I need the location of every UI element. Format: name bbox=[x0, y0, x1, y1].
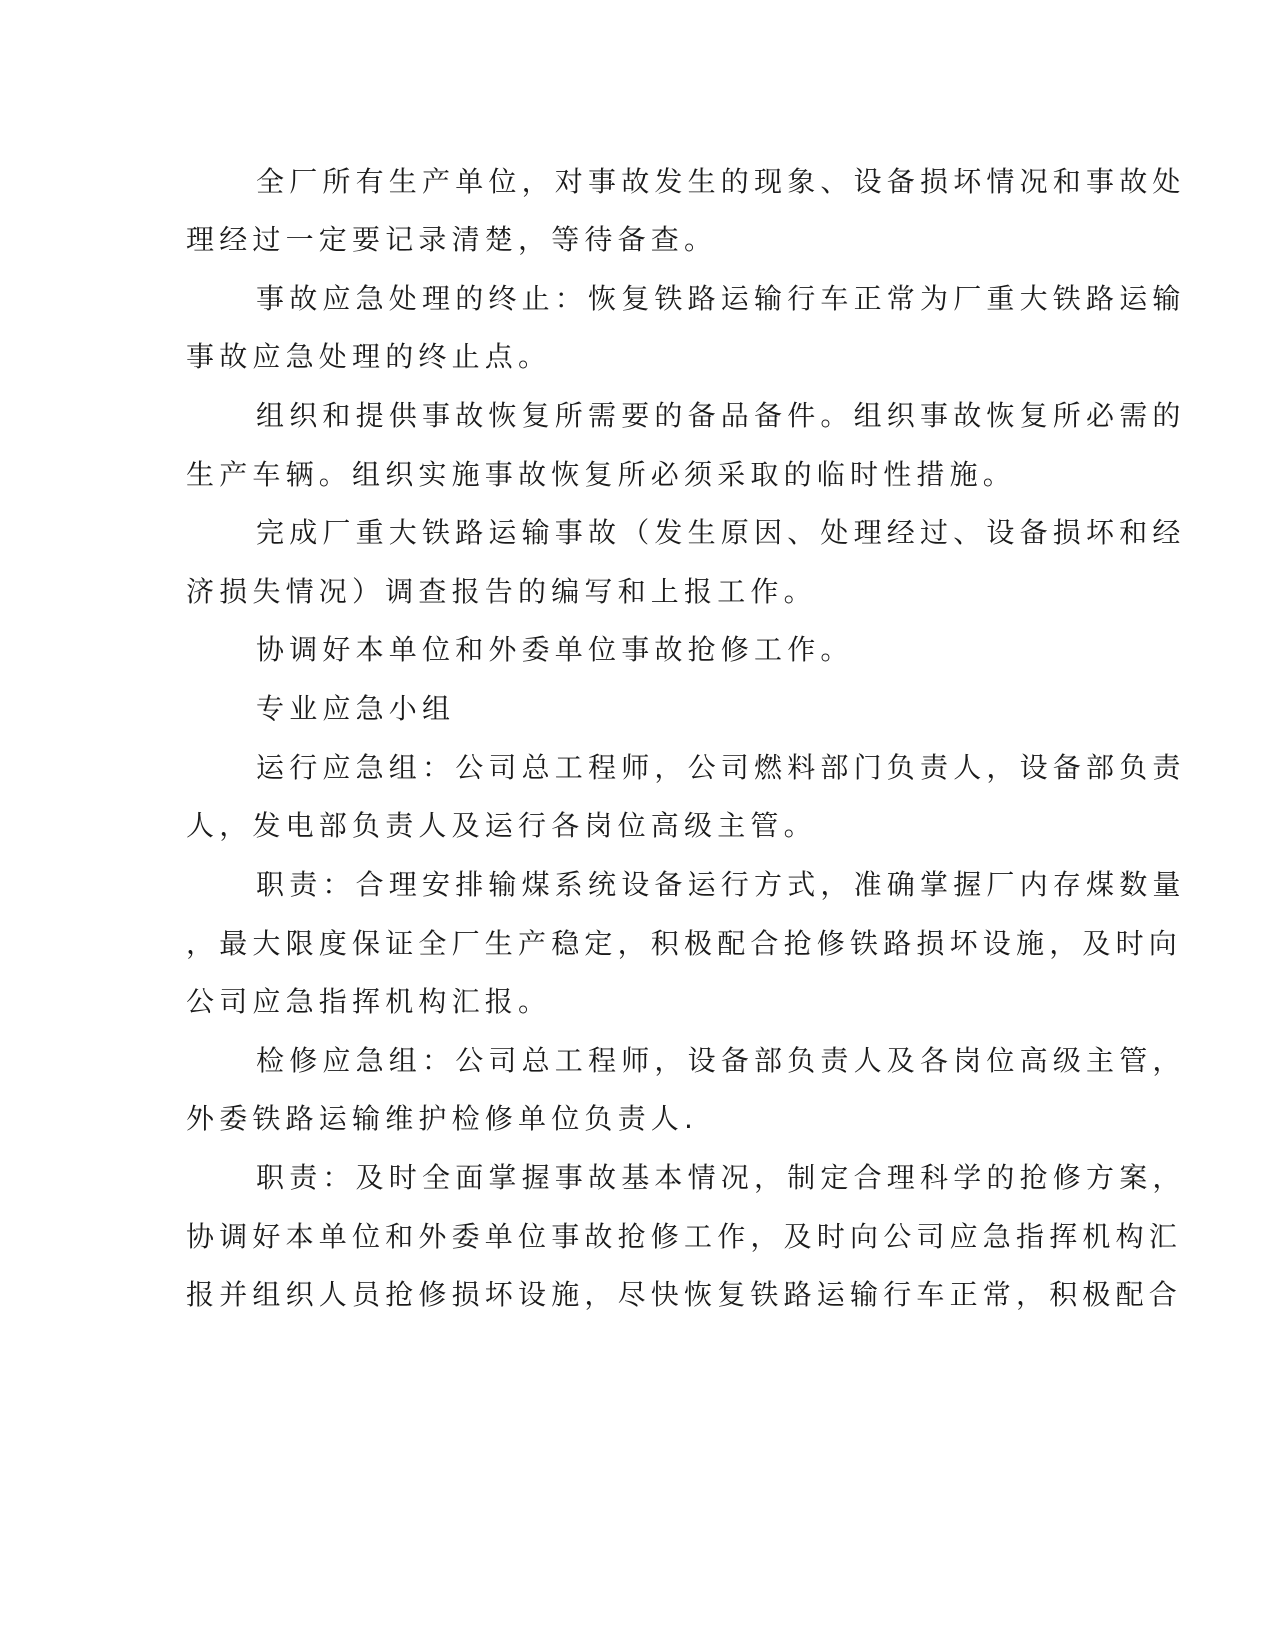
paragraph-3-line-1: 组织和提供事故恢复所需要的备品备件。组织事故恢复所必需的 bbox=[256, 399, 1186, 432]
paragraph-8-line-2: 外委铁路运输维护检修单位负责人. bbox=[186, 1102, 699, 1135]
paragraph-7-line-3: 公司应急指挥机构汇报。 bbox=[186, 985, 552, 1018]
paragraph-2-line-1: 事故应急处理的终止：恢复铁路运输行车正常为厂重大铁路运输 bbox=[256, 282, 1186, 315]
paragraph-9-line-2: 协调好本单位和外委单位事故抢修工作，及时向公司应急指挥机构汇 bbox=[186, 1220, 1183, 1253]
paragraph-6-line-1: 运行应急组：公司总工程师，公司燃料部门负责人，设备部负责 bbox=[256, 751, 1186, 784]
paragraph-5-line-1: 协调好本单位和外委单位事故抢修工作。 bbox=[256, 633, 854, 666]
paragraph-4-line-2: 济损失情况）调查报告的编写和上报工作。 bbox=[186, 575, 817, 608]
paragraph-7-line-2: ，最大限度保证全厂生产稳定，积极配合抢修铁路损坏设施，及时向 bbox=[186, 927, 1183, 960]
paragraph-1-line-1: 全厂所有生产单位，对事故发生的现象、设备损坏情况和事故处 bbox=[256, 165, 1186, 198]
paragraph-9-line-3: 报并组织人员抢修损坏设施，尽快恢复铁路运输行车正常，积极配合 bbox=[186, 1278, 1183, 1311]
paragraph-1-line-2: 理经过一定要记录清楚，等待备查。 bbox=[186, 223, 718, 256]
paragraph-6-line-2: 人，发电部负责人及运行各岗位高级主管。 bbox=[186, 809, 817, 842]
paragraph-2-line-2: 事故应急处理的终止点。 bbox=[186, 340, 552, 373]
section-heading: 专业应急小组 bbox=[256, 692, 456, 725]
paragraph-9-line-1: 职责：及时全面掌握事故基本情况，制定合理科学的抢修方案， bbox=[256, 1161, 1186, 1194]
paragraph-3-line-2: 生产车辆。组织实施事故恢复所必须采取的临时性措施。 bbox=[186, 458, 1017, 491]
paragraph-8-line-1: 检修应急组：公司总工程师，设备部负责人及各岗位高级主管， bbox=[256, 1044, 1186, 1077]
paragraph-4-line-1: 完成厂重大铁路运输事故（发生原因、处理经过、设备损坏和经 bbox=[256, 516, 1186, 549]
paragraph-7-line-1: 职责：合理安排输煤系统设备运行方式，准确掌握厂内存煤数量 bbox=[256, 868, 1186, 901]
